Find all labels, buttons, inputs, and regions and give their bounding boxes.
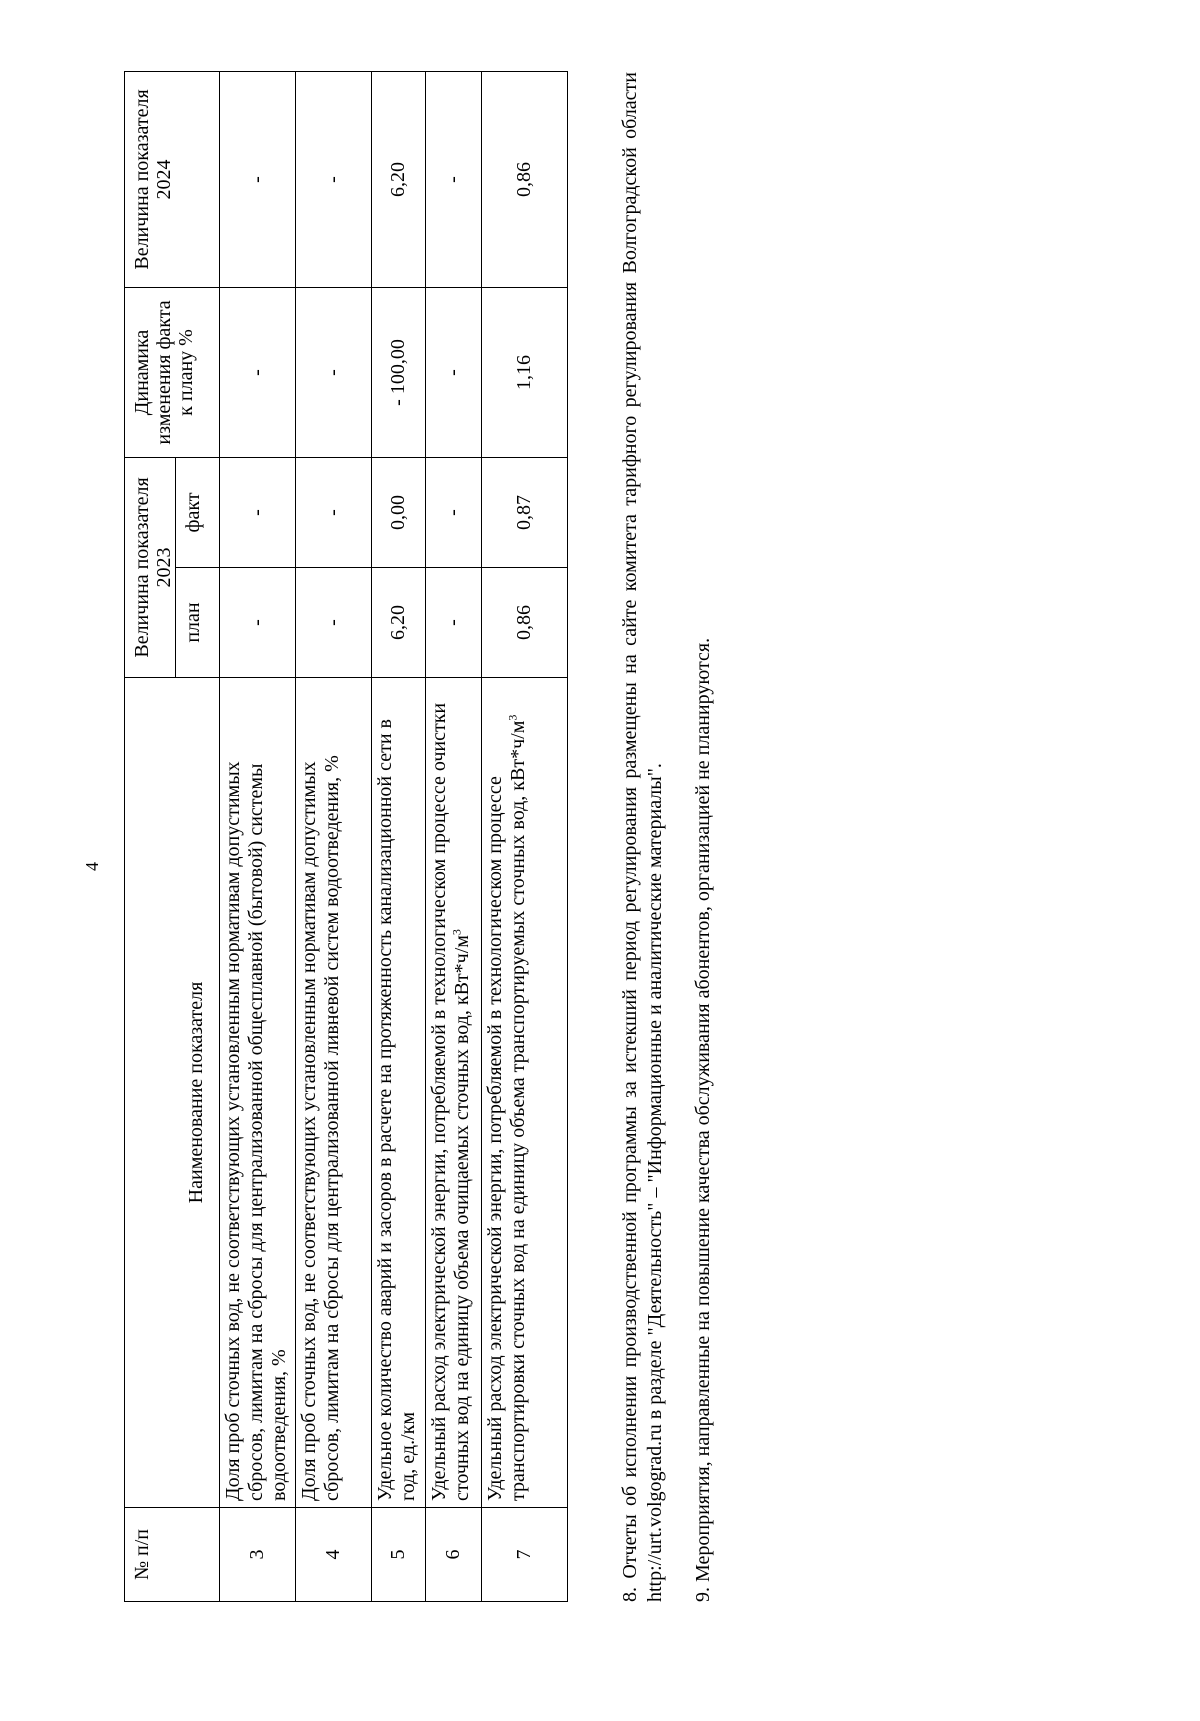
row-2024: -: [426, 71, 482, 287]
table-row: [372, 71, 426, 1601]
page-number: 4: [82, 862, 102, 871]
row-plan: 6,20: [372, 568, 426, 678]
row-fact: -: [220, 457, 296, 567]
row-fact: -: [296, 457, 372, 567]
row-plan: 0,86: [482, 568, 568, 678]
row-dynamics: -: [220, 287, 296, 457]
note-9: 9. Мероприятия, направленные на повышение качества обслуживания абонентов, организацией не планируются.: [692, 637, 714, 1602]
table-row: [426, 71, 482, 1601]
row-name: Доля проб сточных вод, не соответствующих установленным нормативам допустимых сбросов, лимитам на сбросы для централизованной ливневой систем водоотведения, %: [296, 678, 372, 1508]
row-dynamics: 1,16: [482, 287, 568, 457]
row-name: Доля проб сточных вод, не соответствующих установленным нормативам допустимых сбросов, лимитам на сбросы для централизованной общесплавной (бытовой) системы водоотведения, %: [220, 678, 296, 1508]
row-fact: -: [426, 457, 482, 567]
row-dynamics: -: [296, 287, 372, 457]
row-num: 6: [426, 1508, 482, 1602]
header-2023: Величина показателя 2023: [125, 457, 176, 677]
header-2024: Величина показателя 2024: [125, 71, 220, 287]
row-2024: -: [220, 71, 296, 287]
row-plan: -: [426, 568, 482, 678]
table-body: [220, 71, 568, 1601]
row-name: Удельный расход электрической энергии, потребляемой в технологическом процессе очистки сточных вод на единицу объема очищаемых сточных вод, $кВт*ч/м^3$: [426, 678, 482, 1508]
header-plan: план: [176, 568, 220, 678]
indicators-table: [124, 71, 568, 1602]
row-fact: 0,87: [482, 457, 568, 567]
row-plan: -: [296, 568, 372, 678]
row-dynamics: -: [426, 287, 482, 457]
row-plan: -: [220, 568, 296, 678]
row-num: 7: [482, 1508, 568, 1602]
note-8: 8. Отчеты об исполнении производственной программы за истекший период регулирования размещены на сайте комитета тарифного регулирования Волгоградской области http://urt.volgograd.ru в разделе "Деятельность" – "Информационные и аналитические материалы".: [619, 72, 666, 1602]
row-num: 4: [296, 1508, 372, 1602]
row-dynamics: - 100,00: [372, 287, 426, 457]
header-fact: факт: [176, 457, 220, 567]
header-name: Наименование показателя: [125, 678, 220, 1508]
table-row: [296, 71, 372, 1601]
row-num: 3: [220, 1508, 296, 1602]
row-name: Удельный расход электрической энергии, потребляемой в технологическом процессе транспортировки сточных вод на единицу объема транспортируемых сточных вод, $кВт*ч/м^3$: [482, 678, 568, 1508]
header-dynamics: Динамика изменения факта к плану %: [125, 287, 220, 457]
row-2024: 6,20: [372, 71, 426, 287]
table-row: [482, 71, 568, 1601]
row-fact: 0,00: [372, 457, 426, 567]
row-name: Удельное количество аварий и засоров в расчете на протяженность канализационной сети в год, ед./км: [372, 678, 426, 1508]
header-num: № п/п: [125, 1508, 220, 1602]
row-2024: 0,86: [482, 71, 568, 287]
row-2024: -: [296, 71, 372, 287]
row-num: 5: [372, 1508, 426, 1602]
table-row: [220, 71, 296, 1601]
